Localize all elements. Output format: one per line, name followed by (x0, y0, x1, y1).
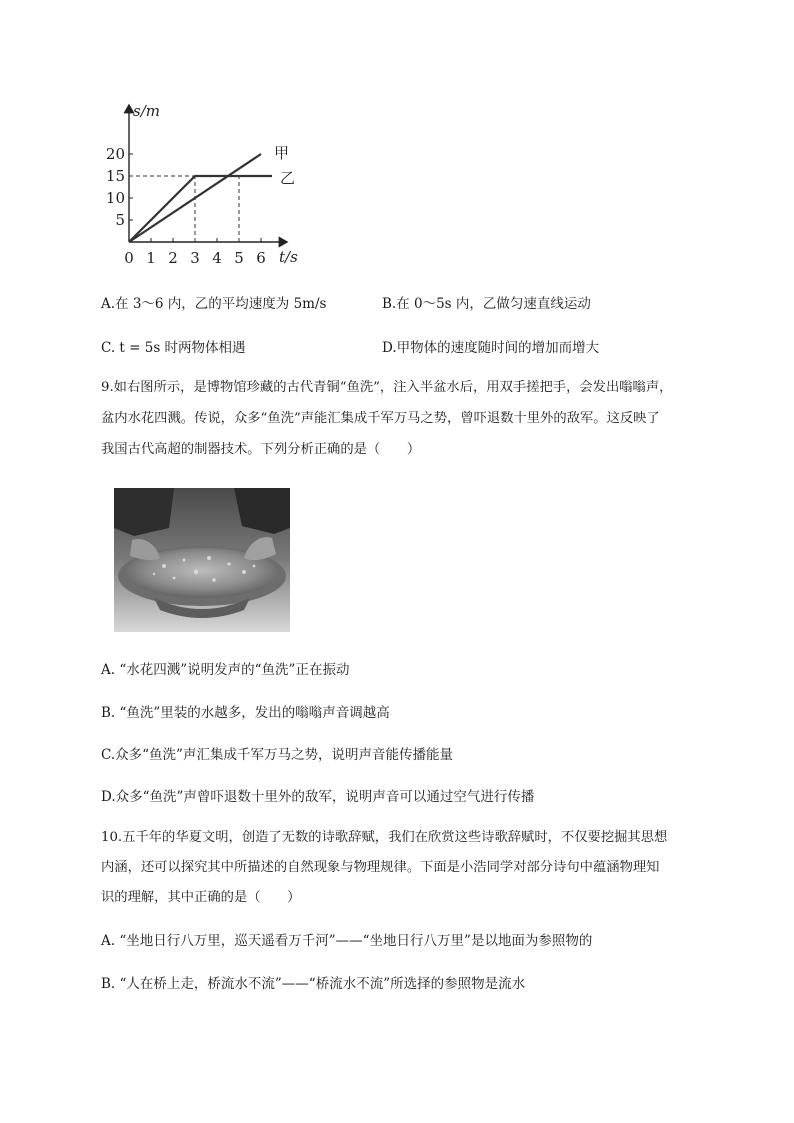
x-tick-label: 2 (168, 249, 178, 267)
q10-option-a: A. “坐地日行八万里，巡天遥看万千河”——“坐地日行八万里”是以地面为参照物的 (101, 933, 593, 949)
x-tick-label: 4 (212, 249, 222, 267)
q9-option-d: D.众多“鱼洗”声曾吓退数十里外的敌军，说明声音可以通过空气进行传播 (101, 789, 535, 805)
q9-option-c: C.众多“鱼洗”声汇集成千军万马之势，说明声音能传播能量 (101, 747, 453, 763)
st-graph (0, 0, 794, 280)
x-tick-label: 3 (190, 249, 200, 267)
q10-stem-line-2: 内涵，还可以探究其中所描述的自然现象与物理规律。下面是小浩同学对部分诗句中蕴涵物理知 (101, 860, 660, 875)
q9-option-a: A. “水花四溅”说明发声的“鱼洗”正在振动 (101, 662, 350, 678)
x-tick-label: 0 (124, 249, 134, 267)
q8-option-c: C. t = 5s 时两物体相遇 (101, 340, 246, 356)
q9-option-b: B. “鱼洗”里装的水越多，发出的嗡嗡声音调越高 (101, 705, 390, 721)
y-tick-label: 15 (105, 167, 125, 185)
series-line-yi (129, 176, 272, 242)
q9-stem-line-1: 9.如右图所示，是博物馆珍藏的古代青铜“鱼洗”，注入半盆水后，用双手搓把手，会发出嗡嗡声， (101, 380, 673, 395)
x-tick-label: 1 (146, 249, 156, 267)
y-axis-label: s/m (133, 102, 160, 120)
bronze-basin-photo (114, 488, 290, 632)
y-tick-label: 10 (105, 189, 125, 207)
y-tick-label: 20 (105, 145, 125, 163)
x-tick-label: 5 (234, 249, 244, 267)
series-label-yi: 乙 (280, 169, 296, 187)
q10-stem-line-3: 识的理解，其中正确的是（ ） (101, 890, 301, 905)
q10-stem-line-1: 10.五千年的华夏文明，创造了无数的诗歌辞赋，我们在欣赏这些诗歌辞赋时，不仅要挖掘其思想 (101, 830, 668, 845)
series-label-jia: 甲 (274, 144, 290, 162)
y-tick-label: 5 (115, 211, 125, 229)
q8-option-d: D.甲物体的速度随时间的增加而增大 (382, 340, 600, 356)
q8-option-b: B.在 0～5s 内，乙做匀速直线运动 (382, 296, 591, 312)
q8-option-a: A.在 3～6 内，乙的平均速度为 5m/s (101, 296, 327, 312)
q10-option-b: B. “人在桥上走，桥流水不流”——“桥流水不流”所选择的参照物是流水 (101, 976, 526, 992)
q9-stem-line-2: 盆内水花四溅。传说，众多“鱼洗”声能汇集成千军万马之势，曾吓退数十里外的敌军。这反映了 (101, 411, 660, 426)
x-tick-label: 6 (256, 249, 266, 267)
q9-stem-line-3: 我国古代高超的制器技术。下列分析正确的是（ ） (101, 442, 421, 457)
series-line-jia (129, 154, 261, 242)
x-axis-label: t/s (279, 248, 298, 266)
